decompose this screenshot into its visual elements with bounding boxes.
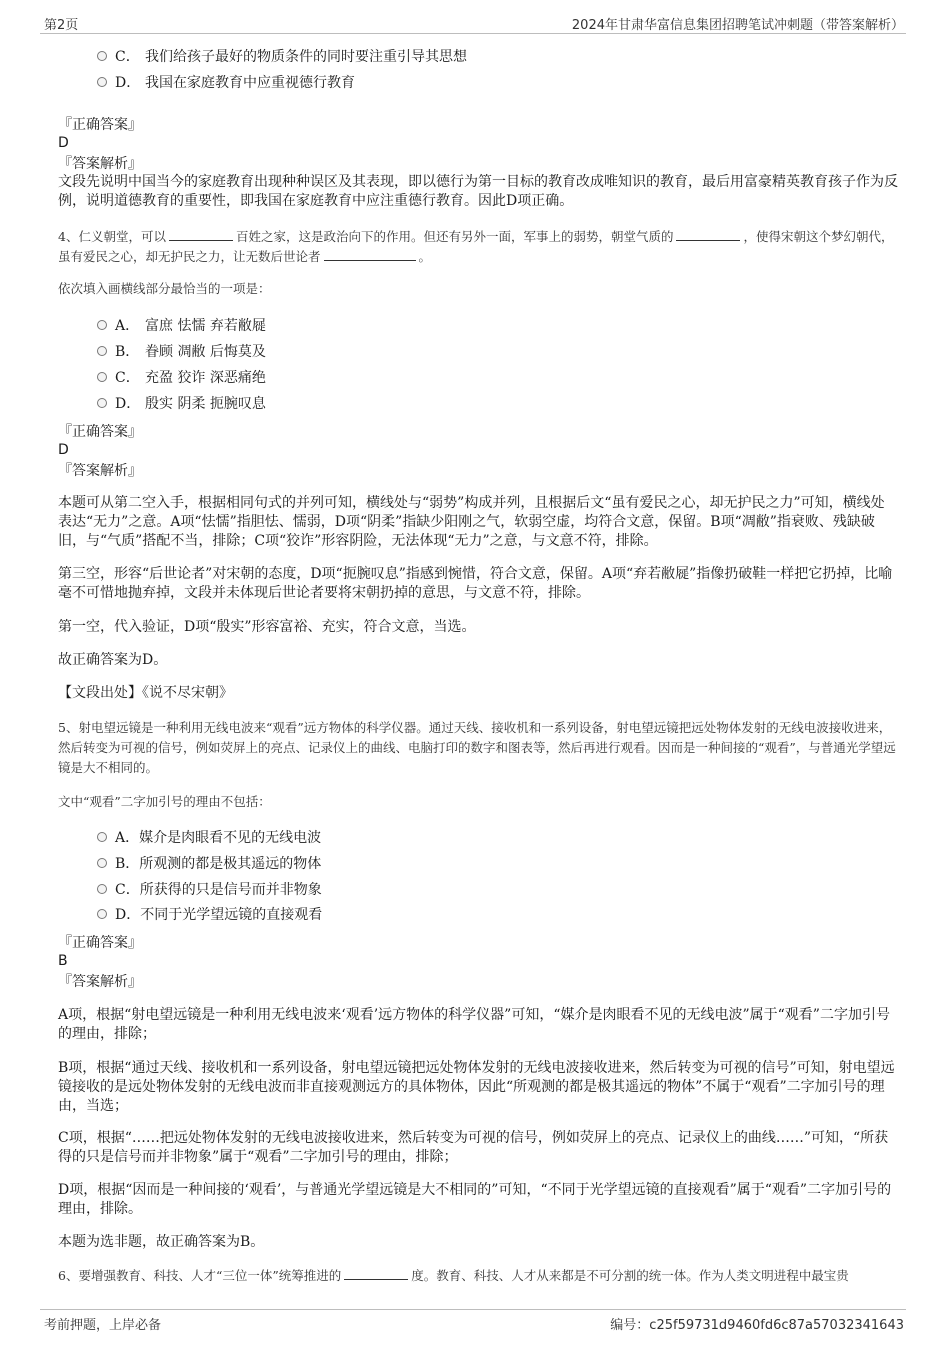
q4-stem: 4、仁义朝堂，可以 百姓之家，这是政治向下的作用。但还有另外一面，军事上的弱势，朝堂气质的 ，使得宋朝这个梦幻朝代，虽有爱民之心，却无护民之力，让无数后世论者 。 [58,229,894,264]
q6-blank-1 [344,1268,408,1280]
q4-analysis-4: 故正确答案为D。 [58,652,168,668]
radio-icon[interactable] [97,346,107,356]
radio-icon[interactable] [97,398,107,408]
q4-analysis-2: 第三空，形容“后世论者”对宋朝的态度，D项“扼腕叹息”指感到惋惜，符合文意，保留。A项“弃若敝屣”指像扔破鞋一样把它扔掉，比喻毫不可惜地抛弃掉，文段并未体现后世论者要将宋朝扔掉的意思，与文意不符，排除。 [58,566,893,601]
q4-blank-3 [324,249,416,261]
q5-option-c[interactable]: C．所获得的只是信号而并非物象 [97,881,322,899]
radio-icon[interactable] [97,77,107,87]
document-code: 编号：c25f59731d9460fd6c87a57032341643 [610,1318,904,1333]
q5-analysis-a: A项，根据“射电望远镜是一种利用无线电波来‘观看’远方物体的科学仪器”可知，“媒介是肉眼看不见的无线电波”属于“观看”二字加引号的理由，排除； [58,1007,890,1042]
q5-option-d[interactable]: D．不同于光学望远镜的直接观看 [97,906,322,924]
radio-icon[interactable] [97,858,107,868]
q4-instruction: 依次填入画横线部分最恰当的一项是： [58,281,271,296]
q4-option-b[interactable]: B． 眷顾 凋敝 后悔莫及 [97,343,266,361]
page-number: 第2页 [44,18,79,33]
document-title: 2024年甘肃华富信息集团招聘笔试冲刺题（带答案解析） [571,18,904,33]
q4-option-d[interactable]: D． 殷实 阴柔 扼腕叹息 [97,395,266,413]
radio-icon[interactable] [97,884,107,894]
q5-option-b[interactable]: B．所观测的都是极其遥远的物体 [97,855,321,873]
q3-answer: D [58,135,69,151]
q5-analysis-label: 『答案解析』 [58,974,142,990]
q4-analysis-label: 『答案解析』 [58,463,142,479]
q4-blank-2 [676,229,740,241]
q3-analysis-label: 『答案解析』 [58,156,142,172]
q4-analysis-3: 第一空，代入验证，D项“殷实”形容富裕、充实，符合文意，当选。 [58,619,476,635]
q5-analysis-d: D项，根据“因而是一种间接的‘观看’，与普通光学望远镜是大不相同的”可知，“不同于光学望远镜的直接观看”属于“观看”二字加引号的理由，排除。 [58,1182,892,1217]
q4-blank-1 [169,229,233,241]
q5-analysis-c: C项，根据“……把远处物体发射的无线电波接收进来，然后转变为可视的信号，例如荧屏上的亮点、记录仪上的曲线……”可知，“所获得的只是信号而并非物象”属于“观看”二字加引号的理由，排除； [58,1130,889,1165]
radio-icon[interactable] [97,832,107,842]
q4-answer: D [58,442,69,458]
radio-icon[interactable] [97,51,107,61]
footer-divider [40,1309,906,1310]
radio-icon[interactable] [97,372,107,382]
radio-icon[interactable] [97,909,107,919]
q3-answer-label: 『正确答案』 [58,117,142,133]
q5-option-a[interactable]: A．媒介是肉眼看不见的无线电波 [97,829,321,847]
footer-slogan: 考前押题，上岸必备 [44,1318,162,1333]
q5-conclusion: 本题为选非题，故正确答案为B。 [58,1234,265,1250]
q4-option-a[interactable]: A． 富庶 怯懦 弃若敝屣 [97,317,266,335]
q4-option-c[interactable]: C． 充盈 狡诈 深恶痛绝 [97,369,266,387]
q3-option-d[interactable]: D． 我国在家庭教育中应重视德行教育 [97,74,355,92]
q6-stem: 6、要增强教育、科技、人才“三位一体”统筹推进的 度。教育、科技、人才从来都是不可分割的统一体。作为人类文明进程中最宝贵 [58,1268,849,1283]
q3-analysis: 文段先说明中国当今的家庭教育出现种种误区及其表现，即以德行为第一目标的教育改成唯知识的教育，最后用富豪精英教育孩子作为反例，说明道德教育的重要性，即我国在家庭教育中应注重德行教育。因此D项正确。 [58,174,898,209]
q5-instruction: 文中“观看”二字加引号的理由不包括： [58,794,271,809]
radio-icon[interactable] [97,320,107,330]
q5-analysis-b: B项，根据“通过天线、接收机和一系列设备，射电望远镜把远处物体发射的无线电波接收进来，然后转变为可视的信号”可知，射电望远镜接收的是远处物体发射的无线电波而非直接观测远方的具体物体，因此“所观测的都是极其遥远的物体”不属于“观看”二字加引号的理由，当选； [58,1060,895,1114]
q4-answer-label: 『正确答案』 [58,424,142,440]
header-divider [40,33,906,34]
q4-source: 【文段出处】《说不尽宋朝》 [58,685,233,701]
q3-option-c[interactable]: C． 我们给孩子最好的物质条件的同时要注重引导其思想 [97,48,467,66]
q5-answer: B [58,953,68,969]
q5-stem: 5、射电望远镜是一种利用无线电波来“观看”远方物体的科学仪器。通过天线、接收机和一系列设备，射电望远镜把远处物体发射的无线电波接收进来，然后转变为可视的信号，例如荧屏上的亮点、记录仪上的曲线、电脑打印的数字和图表等，然后再进行观看。因而是一种间接的“观看”，与普通光学望远镜是大不相同的。 [58,720,896,775]
q5-answer-label: 『正确答案』 [58,935,142,951]
q4-analysis-1: 本题可从第二空入手，根据相同句式的并列可知，横线处与“弱势”构成并列，且根据后文“虽有爱民之心，却无护民之力”可知，横线处表达“无力”之意。A项“怯懦”指胆怯、懦弱，D项“阴柔”指缺少阳刚之气，软弱空虚，均符合文意，保留。B项“凋敝”指衰败、残缺破旧，与“气质”搭配不当，排除；C项“狡诈”形容阴险，无法体现“无力”之意，与文意不符，排除。 [58,495,885,549]
